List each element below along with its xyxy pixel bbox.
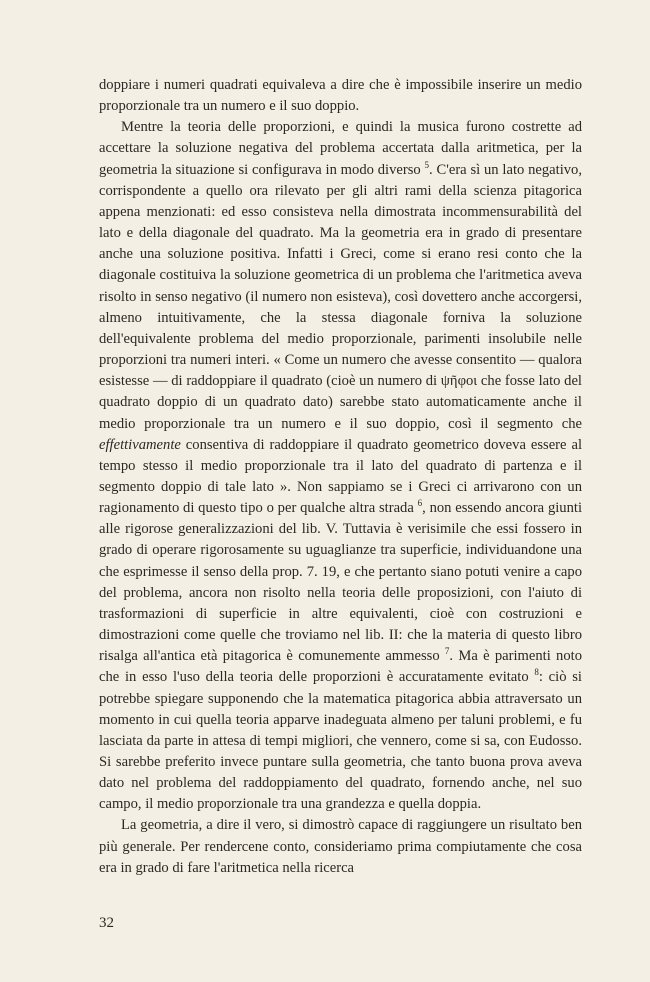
footnote-marker: 6 bbox=[417, 498, 423, 509]
footnote-marker: 5 bbox=[424, 159, 430, 170]
page-number: 32 bbox=[99, 915, 114, 931]
footnote-marker: 8 bbox=[534, 667, 539, 678]
text-run: , non essendo ancora giunti alle rigorose generalizzazioni del lib. V. Tuttavia è verisimile che essi fossero in grado di operare rigorosamente su uguaglianze tra superficie, individuandone una che esprimesse il senso della prop. 7. 19, e che pertanto siano potuti venire a capo del problema, ancora non risolto nella teoria delle proposizioni, con l'aiuto di trasformazioni di superficie in altre equivalenti, cioè con costruzioni e dimostrazioni come quelle che troviamo nel lib. II: che la materia di questo libro risalga all'antica età pitagorica è comunemente ammesso bbox=[99, 500, 583, 665]
text-run: consentiva di raddoppiare il quadrato geometrico doveva essere al tempo stesso il medio proporzionale tra il lato del quadrato di partenza e il segmento doppio di tale lato ». Non sappiamo se i Greci ci arrivarono con un ragionamento di questo tipo o per qualche altra strada bbox=[99, 436, 582, 517]
text-run: . Ma è parimenti noto che in esso l'uso della teoria delle proporzioni è accuratamente evitato bbox=[99, 648, 582, 686]
text-run: che fosse lato del quadrato doppio di un quadrato dato) sarebbe stato automaticamente anche il medio proporzionale tra un numero e il suo doppio, così il segmento che bbox=[99, 373, 582, 432]
paragraph bbox=[99, 117, 582, 815]
body-text bbox=[99, 75, 582, 879]
italic-text: effettivamente bbox=[99, 436, 181, 453]
paragraph bbox=[99, 815, 582, 878]
footnote-marker: 7 bbox=[444, 646, 450, 657]
text-run: ψῆφοι bbox=[440, 373, 478, 390]
text-run: doppiare i numeri quadrati equivaleva a dire che è impossibile inserire un medio proporzionale tra un numero e il suo doppio. bbox=[99, 77, 582, 115]
text-run: Mentre la teoria delle proporzioni, e quindi la musica furono costrette ad accettare la soluzione negativa del problema accertata dalla aritmetica, per la geometria la situazione si configurava in modo diverso bbox=[99, 119, 582, 178]
text-run: : ciò si potrebbe spiegare supponendo che la matematica pitagorica abbia attraversato un momento in cui quella teoria apparve inadeguata almeno per taluni problemi, e fu lasciata da parte in attesa di tempi migliori, che vennero, come si sa, con Eudosso. Si sarebbe preferito invece puntare sulla geometria, che tanto buona prova aveva dato nel problema del raddoppiamento del quadrato, fornendo anche, nel suo campo, il medio proporzionale tra una grandezza e quella doppia. bbox=[99, 669, 582, 813]
text-run: . C'era sì un lato negativo, corrispondente a quello ora rilevato per gli altri rami della scienza pitagorica appena menzionati: ed esso consisteva nella dimostrata incommensurabilità del lato e della diagonale del quadrato. Ma la geometria era in grado di presentare anche una soluzione positiva. Infatti i Greci, come si erano resi conto che la diagonale costituiva la soluzione geometrica di un problema che l'aritmetica aveva risolto in senso negativo (il numero non esisteva), così dovettero anche accorgersi, almeno intuitivamente, che la stessa diagonale forniva la soluzione dell'equivalente problema del medio proporzionale, parimenti insolubile nelle proporzioni tra numeri interi. « Come un numero che avesse consentito — qualora esistesse — di raddoppiare il quadrato (cioè un numero di bbox=[99, 161, 583, 390]
paragraph-continuation bbox=[99, 75, 582, 117]
text-run: La geometria, a dire il vero, si dimostrò capace di raggiungere un risultato ben più generale. Per rendercene conto, consideriamo prima compiutamente che cosa era in grado di fare l'aritmetica nella ricerca bbox=[99, 817, 582, 876]
